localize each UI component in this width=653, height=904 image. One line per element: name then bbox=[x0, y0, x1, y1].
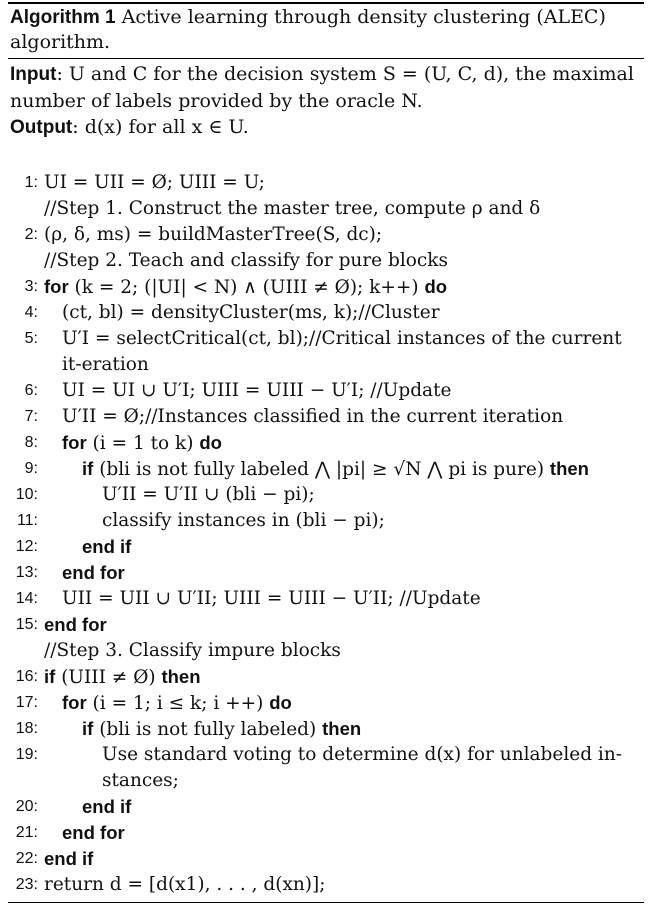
input-spec bbox=[10, 61, 638, 114]
line-body: (i = 1 to k) bbox=[86, 433, 200, 454]
line-number: 10: bbox=[15, 486, 38, 503]
line-number: 15: bbox=[15, 616, 38, 633]
line-number: 4: bbox=[24, 304, 38, 321]
line-text bbox=[44, 274, 447, 301]
line-number: 23: bbox=[15, 876, 38, 893]
keyword: end if bbox=[82, 796, 132, 817]
keyword: if bbox=[82, 718, 94, 739]
keyword: then bbox=[549, 458, 589, 479]
line-number: 6: bbox=[24, 382, 38, 399]
line-text: UII = UII ∪ U′II; UIII = UIII − U′II; //Update bbox=[62, 588, 481, 609]
keyword: for bbox=[62, 692, 87, 713]
keyword: if bbox=[44, 666, 56, 687]
keyword: end for bbox=[44, 614, 107, 635]
line-text: return d = [d(x1), . . . , d(xn)]; bbox=[44, 874, 326, 895]
line-text bbox=[82, 456, 589, 483]
line-number: 3: bbox=[24, 278, 38, 295]
keyword: do bbox=[199, 432, 222, 453]
line-number: 7: bbox=[24, 408, 38, 425]
input-text: : U and C for the decision system S = (U, C, d), the maximal number of labels provided by the oracle N. bbox=[10, 63, 634, 112]
top-rule bbox=[8, 2, 644, 4]
line-number: 20: bbox=[15, 798, 38, 815]
keyword: for bbox=[62, 432, 87, 453]
bottom-rule bbox=[8, 902, 644, 903]
caption-rule bbox=[8, 58, 644, 59]
line-text: U′II = Ø;//Instances classified in the current iteration bbox=[62, 406, 564, 427]
line-body: (UIII ≠ Ø) bbox=[55, 667, 162, 688]
input-key: Input bbox=[10, 64, 57, 85]
algorithm-title: Active learning through density clustering (ALEC) algorithm. bbox=[10, 6, 606, 53]
output-spec bbox=[10, 114, 638, 141]
line-text bbox=[62, 690, 292, 717]
comment-text: //Step 1. Construct the master tree, compute ρ and δ bbox=[44, 198, 541, 219]
output-key: Output bbox=[10, 117, 73, 138]
line-text bbox=[82, 716, 361, 743]
line-text: (ct, bl) = densityCluster(ms, k);//Cluster bbox=[62, 302, 440, 323]
line-body: (k = 2; (|UI| < N) ∧ (UIII ≠ Ø); k++) bbox=[68, 277, 425, 298]
line-number: 1: bbox=[24, 174, 38, 191]
line-number: 13: bbox=[15, 564, 38, 581]
comment-text: //Step 2. Teach and classify for pure blocks bbox=[44, 250, 448, 271]
keyword: for bbox=[44, 276, 69, 297]
keyword: then bbox=[322, 718, 362, 739]
keyword: then bbox=[161, 666, 201, 687]
line-text: (ρ, δ, ms) = buildMasterTree(S, dc); bbox=[44, 224, 383, 245]
line-body: (i = 1; i ≤ k; i ++) bbox=[86, 693, 270, 714]
algorithm-label: Algorithm 1 bbox=[10, 7, 116, 28]
algorithm-caption bbox=[10, 5, 638, 55]
line-number: 17: bbox=[15, 694, 38, 711]
keyword: end if bbox=[82, 536, 132, 557]
line-text: classify instances in (bli − pi); bbox=[102, 510, 385, 531]
keyword: if bbox=[82, 458, 94, 479]
line-text: UI = UI ∪ U′I; UIII = UIII − U′I; //Update bbox=[62, 380, 452, 401]
comment-text: //Step 3. Classify impure blocks bbox=[44, 640, 341, 661]
line-text bbox=[62, 430, 222, 457]
line-number: 21: bbox=[15, 824, 38, 841]
line-number: 22: bbox=[15, 850, 38, 867]
line-number: 16: bbox=[15, 668, 38, 685]
keyword: end for bbox=[62, 822, 125, 843]
line-number: 9: bbox=[24, 460, 38, 477]
line-text: U′II = U′II ∪ (bli − pi); bbox=[102, 484, 315, 505]
line-number: 12: bbox=[15, 538, 38, 555]
line-text bbox=[44, 664, 201, 691]
keyword: end for bbox=[62, 562, 125, 583]
line-number: 8: bbox=[24, 434, 38, 451]
line-text: UI = UII = Ø; UIII = U; bbox=[44, 172, 265, 193]
line-number: 14: bbox=[15, 590, 38, 607]
line-number: 18: bbox=[15, 720, 38, 737]
output-text: : d(x) for all x ∈ U. bbox=[72, 116, 249, 138]
line-number: 19: bbox=[15, 746, 38, 763]
line-number: 2: bbox=[24, 226, 38, 243]
line-body: (bli is not fully labeled) bbox=[93, 719, 323, 740]
line-number: 5: bbox=[24, 330, 38, 347]
keyword: do bbox=[424, 276, 448, 297]
line-body: (bli is not fully labeled ⋀ |pi| ≥ √N ⋀ pi is pure) bbox=[93, 459, 550, 480]
line-number: 11: bbox=[16, 512, 38, 529]
keyword: do bbox=[269, 692, 292, 713]
line-text: U′I = selectCritical(ct, bl);//Critical instances of the current it-eration bbox=[62, 328, 622, 375]
line-text: Use standard voting to determine d(x) for unlabeled in-stances; bbox=[102, 744, 623, 791]
keyword: end if bbox=[44, 848, 94, 869]
